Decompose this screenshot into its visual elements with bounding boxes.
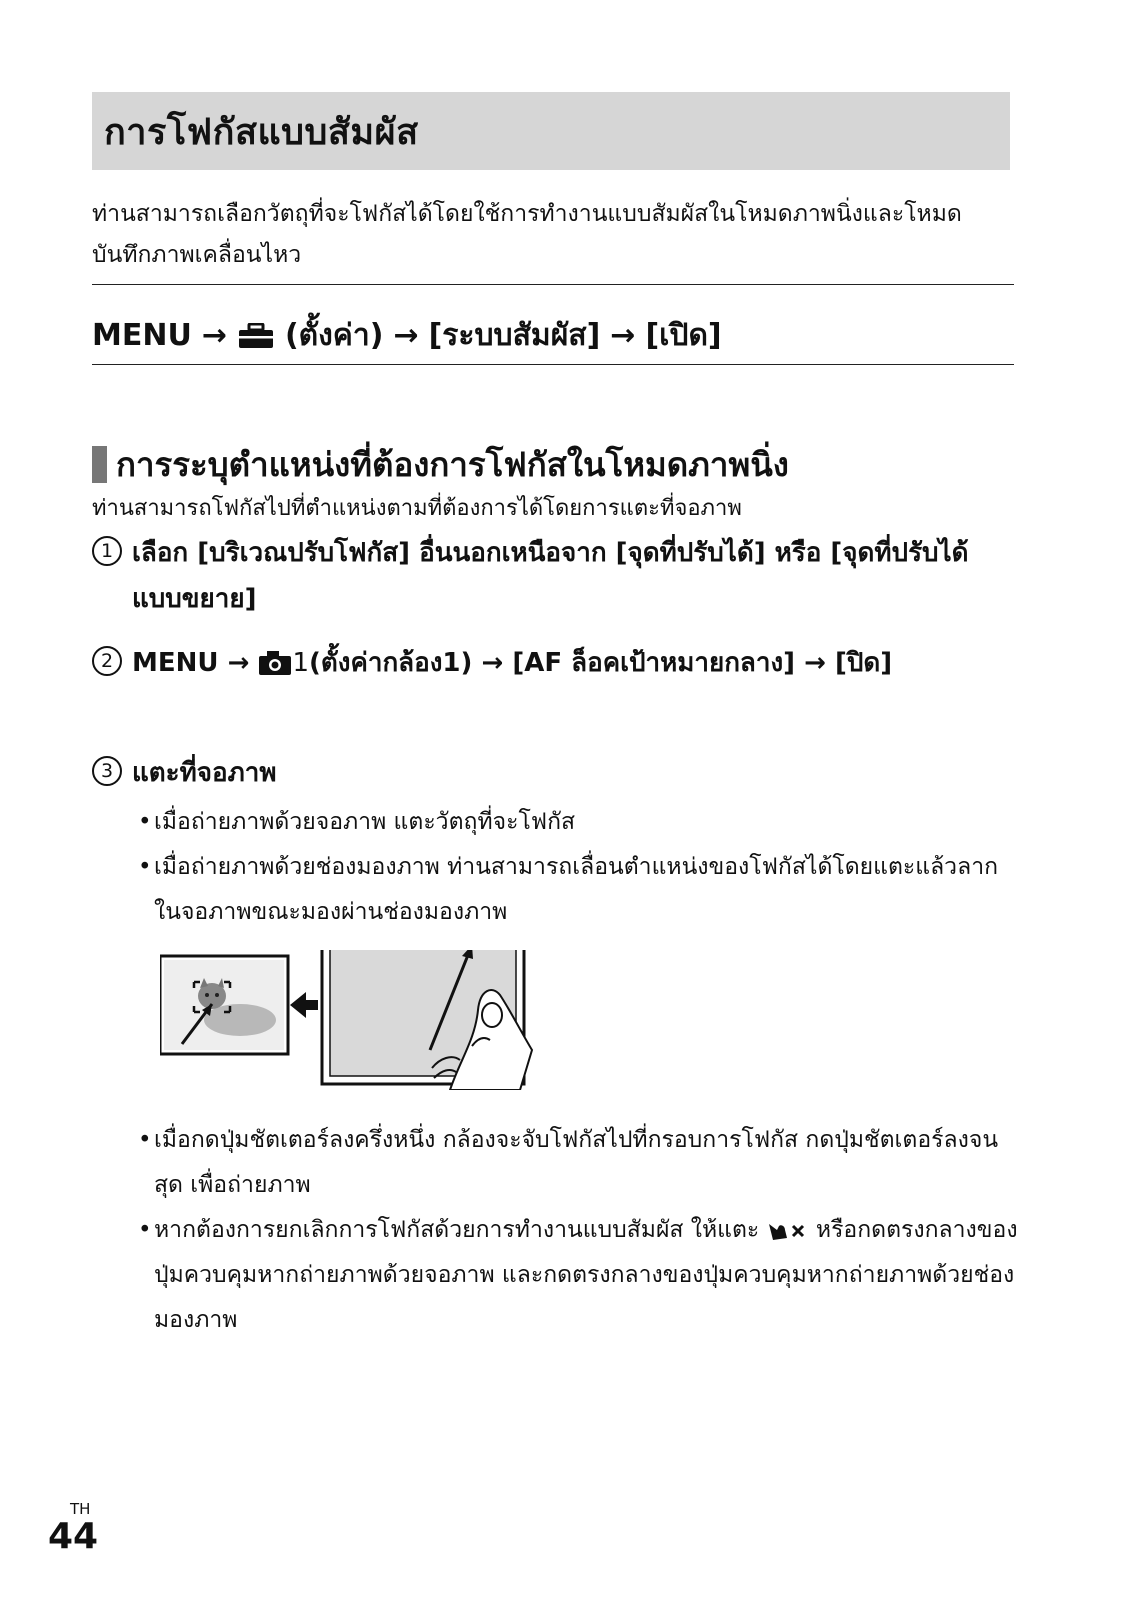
arrow-icon: →: [610, 318, 636, 353]
bullet-list-b: [138, 1118, 1018, 1343]
touch-system-label: [ระบบสัมผัส]: [428, 318, 601, 353]
arrow-icon: →: [481, 648, 504, 678]
bullet-dot: •: [138, 1127, 152, 1153]
language-code: TH: [70, 1500, 91, 1518]
touch-focus-illustration: [160, 950, 560, 1090]
step-text: [132, 640, 1012, 686]
step-number: 2: [92, 646, 122, 676]
section-title: การระบุตำแหน่งที่ต้องการโฟกัสในโหมดภาพนิ่ง: [116, 445, 789, 484]
arrow-icon: →: [393, 318, 419, 353]
step-number: 1: [92, 536, 122, 566]
divider-bottom: [92, 364, 1014, 365]
arrow-icon: →: [201, 318, 227, 353]
section-marker: [92, 446, 107, 483]
list-item: • หากต้องการยกเลิกการโฟกัสด้วยการทำงานแบบสัมผัส ให้แตะ หรือกดตรงกลางของปุ่มควบคุมหากถ่ายภาพด้วยจอภาพ และกดตรงกลางของปุ่มควบคุมหากถ่ายภาพด้วยช่องมองภาพ: [138, 1208, 1018, 1343]
arrow-icon: →: [804, 648, 826, 678]
menu-label: MENU: [92, 318, 192, 353]
step-text: เลือก [บริเวณปรับโฟกัส] อื่นนอกเหนือจาก [จุดที่ปรับได้] หรือ [จุดที่ปรับได้แบบขยาย]: [132, 538, 969, 614]
menu-label: MENU: [132, 648, 219, 678]
camera-icon: [258, 650, 292, 676]
list-item: • เมื่อถ่ายภาพด้วยช่องมองภาพ ท่านสามารถเลื่อนตำแหน่งของโฟกัสได้โดยแตะแล้วลากในจอภาพขณะมองผ่านช่องมองภาพ: [138, 845, 1018, 935]
list-item: • เมื่อกดปุ่มชัตเตอร์ลงครึ่งหนึ่ง กล้องจะจับโฟกัสไปที่กรอบการโฟกัส กดปุ่มชัตเตอร์ลงจนสุด เพื่อถ่ายภาพ: [138, 1118, 1018, 1208]
af-lock-label: [AF ล็อคเป้าหมายกลาง]: [512, 648, 796, 678]
touch-cancel-icon: [767, 1220, 809, 1242]
step-2: [92, 640, 1012, 686]
setting-label: (ตั้งค่า): [284, 318, 384, 353]
section-heading: [92, 438, 789, 491]
bullet-dot: •: [138, 809, 152, 835]
camera-settings-label: (ตั้งค่ากล้อง1): [308, 648, 473, 678]
page-number: 44: [48, 1516, 99, 1557]
arrow-icon: →: [227, 648, 250, 678]
monitor-preview-image: [160, 956, 288, 1054]
step-number: 3: [92, 756, 122, 786]
section-subtitle: ท่านสามารถโฟกัสไปที่ตำแหน่งตามที่ต้องการได้โดยการแตะที่จอภาพ: [92, 496, 742, 521]
step-1: [92, 530, 1012, 622]
title-bar: [92, 92, 1010, 170]
step-3: [92, 750, 1012, 796]
page-title: การโฟกัสแบบสัมผัส: [104, 111, 419, 153]
on-label: [เปิด]: [645, 318, 722, 353]
list-item: • เมื่อถ่ายภาพด้วยจอภาพ แตะวัตถุที่จะโฟกัส: [138, 800, 1018, 845]
menu-path: [92, 312, 722, 359]
intro-text: ท่านสามารถเลือกวัตถุที่จะโฟกัสได้โดยใช้การทำงานแบบสัมผัสในโหมดภาพนิ่งและโหมดบันทึกภาพเคลื่อนไหว: [92, 201, 962, 268]
bullet-dot: •: [138, 1217, 152, 1243]
bullet-dot: •: [138, 854, 152, 880]
toolbox-icon: [237, 323, 275, 349]
bullet-list-a: [138, 800, 1018, 935]
left-arrow-icon: [290, 992, 318, 1018]
step-text: แตะที่จอภาพ: [132, 758, 277, 788]
divider-top: [92, 284, 1014, 285]
off-label: [ปิด]: [834, 648, 893, 678]
camera-menu-number: 1: [292, 648, 309, 678]
